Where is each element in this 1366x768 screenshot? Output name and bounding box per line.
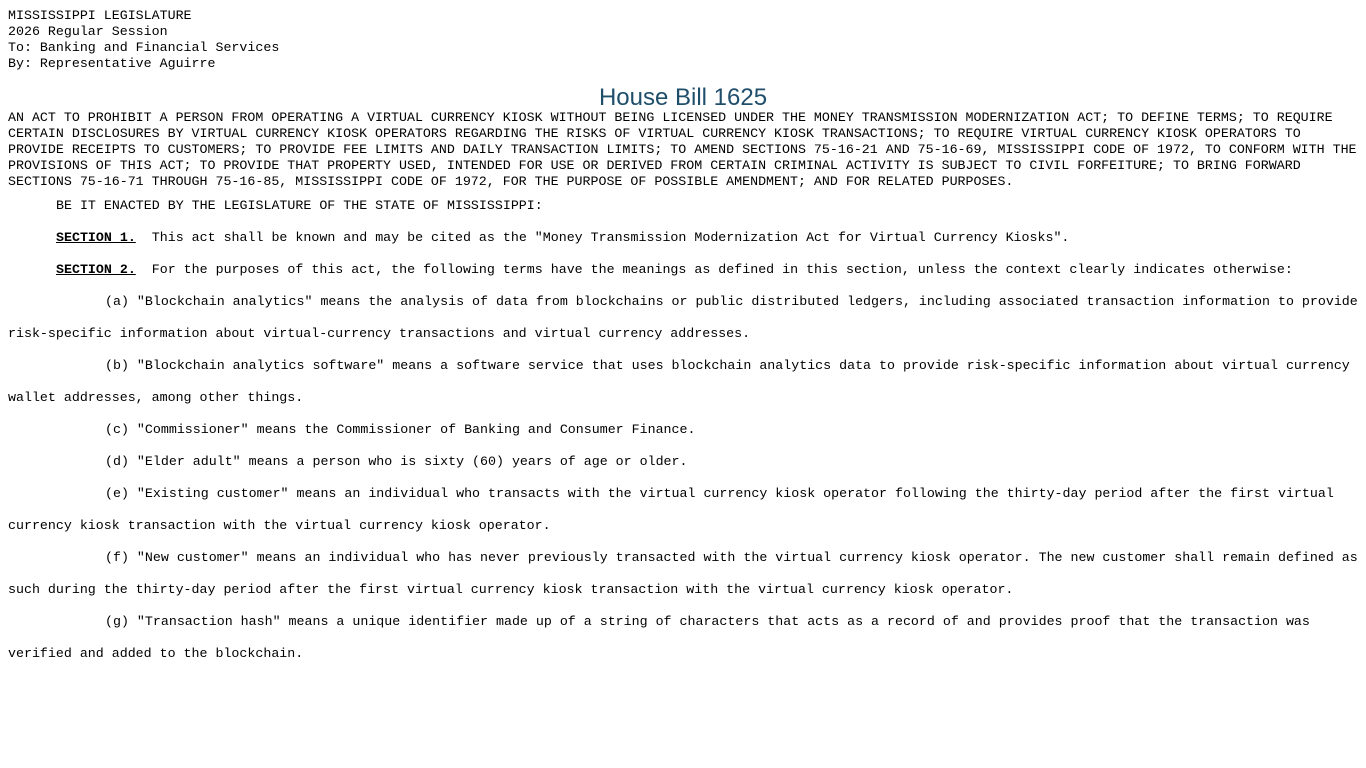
section-2-label: SECTION 2.: [56, 262, 136, 277]
committee-line: To: Banking and Financial Services: [8, 40, 280, 55]
bill-title: House Bill 1625: [598, 84, 768, 111]
definition-f: (f) "New customer" means an individual who has never previously transacted with the virtual currency kiosk operator. The new customer shall remain defined as such during the thirty-day period after the first virtual currency kiosk transaction with the virtual currency kiosk operator.: [8, 550, 1358, 597]
section-1: [8, 222, 1358, 254]
definition-c: (c) "Commissioner" means the Commissioner of Banking and Consumer Finance.: [105, 422, 696, 437]
section-1-text: This act shall be known and may be cited as the "Money Transmission Modernization Act for Virtual Currency Kiosks".: [151, 230, 1070, 245]
definition-g: (g) "Transaction hash" means a unique identifier made up of a string of characters that acts as a record of and provides proof that the transaction was verified and added to the blockchain.: [8, 614, 1310, 661]
act-summary: AN ACT TO PROHIBIT A PERSON FROM OPERATING A VIRTUAL CURRENCY KIOSK WITHOUT BEING LICENSED UNDER THE MONEY TRANSMISSION MODERNIZATION ACT; TO DEFINE TERMS; TO REQUIRE CERTAIN DISCLOSURES BY VIRTUAL CURRENCY KIOSK OPERATORS REGARDING THE RISKS OF VIRTUAL CURRENCY KIOSK TRANSACTIONS; TO REQUIRE VIRTUAL CURRENCY KIOSK OPERATORS TO PROVIDE RECEIPTS TO CUSTOMERS; TO PROVIDE FEE LIMITS AND DAILY TRANSACTION LIMITS; TO AMEND SECTIONS 75-16-21 AND 75-16-69, MISSISSIPPI CODE OF 1972, TO CONFORM WITH THE PROVISIONS OF THIS ACT; TO PROVIDE THAT PROPERTY USED, INTENDED FOR USE OR DERIVED FROM CERTAIN CRIMINAL ACTIVITY IS SUBJECT TO CIVIL FORFEITURE; TO BRING FORWARD SECTIONS 75-16-71 THROUGH 75-16-85, MISSISSIPPI CODE OF 1972, FOR THE PURPOSE OF POSSIBLE AMENDMENT; AND FOR RELATED PURPOSES.: [8, 110, 1357, 189]
section-1-label: SECTION 1.: [56, 230, 136, 245]
definition-d: (d) "Elder adult" means a person who is sixty (60) years of age or older.: [105, 454, 688, 469]
definition-e: (e) "Existing customer" means an individual who transacts with the virtual currency kiosk operator following the thirty-day period after the first virtual currency kiosk transaction with the virtual currency kiosk operator.: [8, 486, 1334, 533]
enacting-clause: BE IT ENACTED BY THE LEGISLATURE OF THE STATE OF MISSISSIPPI:: [56, 198, 543, 213]
definition-b: (b) "Blockchain analytics software" means a software service that uses blockchain analytics data to provide risk-specific information about virtual currency wallet addresses, among other things.: [8, 358, 1350, 405]
section-2: [8, 254, 1358, 286]
section-2-text: For the purposes of this act, the following terms have the meanings as defined in this section, unless the context clearly indicates otherwise:: [151, 262, 1293, 277]
legislature-name: MISSISSIPPI LEGISLATURE: [8, 8, 192, 23]
session-line: 2026 Regular Session: [8, 24, 168, 39]
definition-a: (a) "Blockchain analytics" means the analysis of data from blockchains or public distributed ledgers, including associated transaction information to provide risk-specific information about virtual-currency transactions and virtual currency addresses.: [8, 294, 1358, 341]
sponsor-line: By: Representative Aguirre: [8, 56, 216, 71]
